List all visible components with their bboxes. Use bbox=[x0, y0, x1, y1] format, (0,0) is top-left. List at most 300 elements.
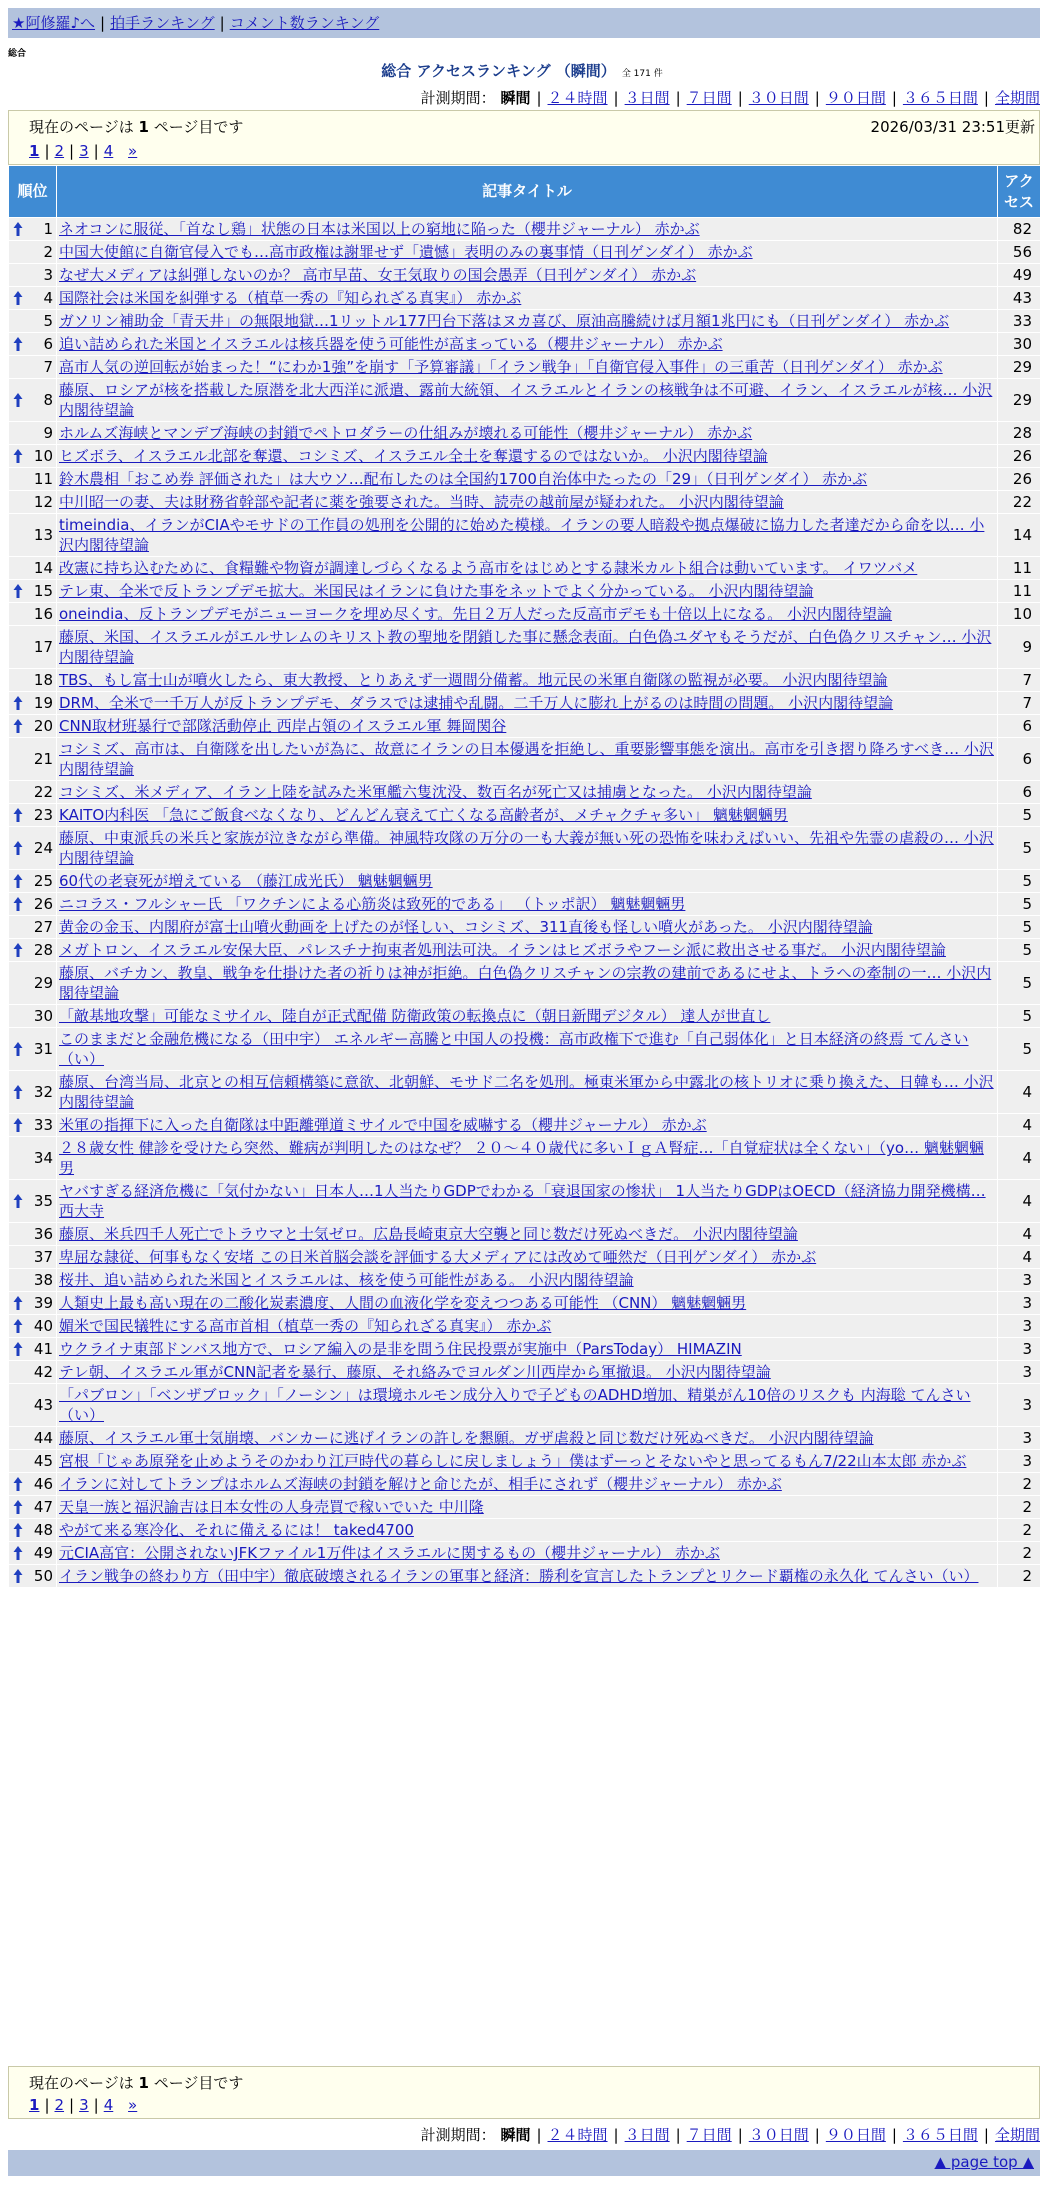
rank-up-arrow-icon bbox=[13, 896, 23, 912]
rank-cell bbox=[9, 1384, 57, 1427]
article-link[interactable]: 60代の老衰死が増えている （藤江成光氏） 魑魅魍魎男 bbox=[59, 872, 433, 890]
access-count: 43 bbox=[998, 287, 1041, 310]
page-2-link[interactable]: 2 bbox=[54, 2096, 65, 2114]
period-instant: 瞬間 bbox=[500, 89, 531, 107]
rank-cell bbox=[9, 356, 57, 379]
article-link[interactable]: 米軍の指揮下に入った自衛隊は中距離弾道ミサイルで中国を威嚇する（櫻井ジャーナル） 赤かぶ bbox=[59, 1116, 707, 1134]
rank-number: 12 bbox=[33, 493, 53, 511]
article-link[interactable]: 中川昭一の妻、夫は財務省幹部や記者に薬を強要された。当時、読売の越前屋が疑われた。 小沢内閣待望論 bbox=[59, 493, 784, 511]
rank-cell bbox=[9, 1269, 57, 1292]
rank-cell bbox=[9, 264, 57, 287]
title-cell bbox=[57, 1315, 998, 1338]
page-1-link[interactable]: 1 bbox=[29, 2096, 40, 2114]
access-count: 5 bbox=[998, 916, 1041, 939]
asyura-home-link[interactable]: ★阿修羅♪へ bbox=[12, 14, 96, 32]
rank-cell bbox=[9, 1519, 57, 1542]
article-link[interactable]: 人類史上最も高い現在の二酸化炭素濃度、人間の血液化学を変えつつある可能性 （CNN） 魑魅魍魎男 bbox=[59, 1294, 747, 1312]
title-cell bbox=[57, 1114, 998, 1137]
access-count: 33 bbox=[998, 310, 1041, 333]
access-count: 11 bbox=[998, 557, 1041, 580]
rank-cell bbox=[9, 916, 57, 939]
title-cell bbox=[57, 379, 998, 422]
article-link[interactable]: KAITO内科医 「急にご飯食べなくなり、どんどん衰えて亡くなる高齢者が、メチャクチャ多い」 魑魅魍魎男 bbox=[59, 806, 788, 824]
article-link[interactable]: 藤原、イスラエル軍士気崩壊、バンカーに逃げイランの許しを懇願。ガザ虐殺と同じ数だけ死ぬべきだ。 小沢内閣待望論 bbox=[59, 1429, 874, 1447]
total-count: 全 171 件 bbox=[621, 69, 663, 79]
access-header: アクセス bbox=[998, 166, 1041, 218]
page-title bbox=[0, 60, 1044, 81]
access-count: 2 bbox=[998, 1473, 1041, 1496]
rank-number: 45 bbox=[33, 1452, 53, 1470]
article-link[interactable]: 藤原、米国、イスラエルがエルサレムのキリスト教の聖地を閉鎖した事に懸念表面。白色偽ユダヤもそうだが、白色偽クリスチャン… 小沢内閣待望論 bbox=[59, 628, 992, 666]
access-count: 26 bbox=[998, 445, 1041, 468]
rank-cell bbox=[9, 1427, 57, 1450]
pager-bottom bbox=[8, 2066, 1040, 2119]
title-cell bbox=[57, 1223, 998, 1246]
rank-cell bbox=[9, 1315, 57, 1338]
title-cell bbox=[57, 1071, 998, 1114]
rank-up-arrow-icon bbox=[13, 1499, 23, 1515]
access-count: 4 bbox=[998, 1223, 1041, 1246]
period-30d-link[interactable]: ３０日間 bbox=[748, 89, 809, 107]
title-cell bbox=[57, 827, 998, 870]
table-row bbox=[9, 1223, 1041, 1246]
ranking-rows bbox=[9, 218, 1041, 1588]
rank-up-arrow-icon bbox=[13, 942, 23, 958]
table-row bbox=[9, 669, 1041, 692]
article-link[interactable]: 「敵基地攻撃」可能なミサイル、陸自が正式配備 防衛政策の転換点に（朝日新聞デジタル） 達人が世直し bbox=[59, 1007, 771, 1025]
table-row bbox=[9, 379, 1041, 422]
period-7d-link[interactable]: ７日間 bbox=[686, 89, 732, 107]
table-row bbox=[9, 603, 1041, 626]
table-row bbox=[9, 827, 1041, 870]
table-row bbox=[9, 1427, 1041, 1450]
article-link[interactable]: メガトロン、イスラエル安保大臣、パレスチナ拘束者処刑法可決。イランはヒズボラやフーシ派に救出させる事だ。 小沢内閣待望論 bbox=[59, 941, 946, 959]
access-count: 5 bbox=[998, 870, 1041, 893]
rank-number: 10 bbox=[33, 447, 53, 465]
rank-number: 26 bbox=[33, 895, 53, 913]
table-row bbox=[9, 1028, 1041, 1071]
table-row bbox=[9, 287, 1041, 310]
access-count: 4 bbox=[998, 1137, 1041, 1180]
rank-cell bbox=[9, 738, 57, 781]
access-count: 3 bbox=[998, 1269, 1041, 1292]
rank-cell bbox=[9, 333, 57, 356]
page-2-link[interactable]: 2 bbox=[54, 142, 65, 160]
article-link[interactable]: 宮根「じゃあ原発を止めようそのかわり江戸時代の暮らしに戻しましょう」僕はずーっとそないやと思ってるもん7/22山本太郎 赤かぶ bbox=[59, 1452, 967, 1470]
access-count: 11 bbox=[998, 580, 1041, 603]
rank-number: 44 bbox=[33, 1429, 53, 1447]
rank-up-arrow-icon bbox=[13, 583, 23, 599]
table-row bbox=[9, 1338, 1041, 1361]
access-count: 82 bbox=[998, 218, 1041, 241]
rank-cell bbox=[9, 491, 57, 514]
title-cell bbox=[57, 626, 998, 669]
article-link[interactable]: このままだと金融危機になる（田中宇） エネルギー高騰と中国人の投機：高市政権下で進む「自己弱体化」と日本経済の終焉 てんさい（い） bbox=[59, 1030, 969, 1068]
rank-up-arrow-icon bbox=[13, 290, 23, 306]
title-cell bbox=[57, 491, 998, 514]
rank-cell bbox=[9, 1114, 57, 1137]
rank-up-arrow-icon bbox=[13, 1117, 23, 1133]
rank-number: 7 bbox=[43, 358, 53, 376]
rank-cell bbox=[9, 1137, 57, 1180]
title-cell bbox=[57, 1427, 998, 1450]
title-cell bbox=[57, 557, 998, 580]
table-row bbox=[9, 1473, 1041, 1496]
table-row bbox=[9, 491, 1041, 514]
article-link[interactable]: ヒズボラ、イスラエル北部を奪還、コシミズ、イスラエル全土を奪還するのではないか。 小沢内閣待望論 bbox=[59, 447, 768, 465]
access-count: 5 bbox=[998, 939, 1041, 962]
rank-cell bbox=[9, 804, 57, 827]
rank-cell bbox=[9, 962, 57, 1005]
title-cell bbox=[57, 1137, 998, 1180]
page-3-link[interactable]: 3 bbox=[79, 142, 89, 160]
rank-cell bbox=[9, 1005, 57, 1028]
rank-cell bbox=[9, 1246, 57, 1269]
rank-number: 38 bbox=[33, 1271, 53, 1289]
ranking-title: 総合 アクセスランキング （瞬間） bbox=[381, 62, 616, 80]
title-cell bbox=[57, 1565, 998, 1588]
article-link[interactable]: 元CIA高官：公開されないJFKファイル1万件はイスラエルに関するもの（櫻井ジャーナル） 赤かぶ bbox=[59, 1544, 720, 1562]
table-row bbox=[9, 1496, 1041, 1519]
rank-number: 47 bbox=[33, 1498, 53, 1516]
rank-cell bbox=[9, 1028, 57, 1071]
article-link[interactable]: 高市人気の逆回転が始まった！“にわか1強”を崩す「予算審議」「イラン戦争」「自衛官侵入事件」の三重苦（日刊ゲンダイ） 赤かぶ bbox=[59, 358, 943, 376]
article-link[interactable]: 藤原、バチカン、教皇、戦争を仕掛けた者の祈りは神が拒絶。白色偽クリスチャンの宗教の建前であるにせよ、トラへの牽制の一… 小沢内閣待望論 bbox=[59, 964, 992, 1002]
updated-timestamp: 2026/03/31 23:51更新 bbox=[870, 118, 1035, 136]
title-cell bbox=[57, 1338, 998, 1361]
rank-number: 36 bbox=[33, 1225, 53, 1243]
period-24h-link[interactable]: ２４時間 bbox=[547, 89, 608, 107]
title-cell bbox=[57, 241, 998, 264]
rank-cell bbox=[9, 1496, 57, 1519]
pagination-bottom: 1 | 2 | 3 | 4 » bbox=[29, 2096, 138, 2114]
rank-number: 18 bbox=[33, 671, 53, 689]
article-link[interactable]: ネオコンに服従、「首なし鶏」状態の日本は米国以上の窮地に陥った（櫻井ジャーナル） 赤かぶ bbox=[59, 220, 700, 238]
article-link[interactable]: コシミズ、高市は、自衛隊を出したいが為に、故意にイランの日本優遇を拒絶し、重要影響事態を演出。高市を引き摺り降ろすべき… 小沢内閣待望論 bbox=[59, 740, 994, 778]
title-cell bbox=[57, 468, 998, 491]
article-link[interactable]: 黄金の金玉、内閣府が富士山噴火動画を上げたのが怪しい、コシミズ、311直後も怪しい噴火があった。 小沢内閣待望論 bbox=[59, 918, 873, 936]
rank-cell bbox=[9, 422, 57, 445]
rank-cell bbox=[9, 557, 57, 580]
access-count: 14 bbox=[998, 514, 1041, 557]
rank-number: 50 bbox=[33, 1567, 53, 1585]
title-cell bbox=[57, 218, 998, 241]
period-3d-link[interactable]: ３日間 bbox=[624, 89, 670, 107]
access-count: 6 bbox=[998, 715, 1041, 738]
rank-cell bbox=[9, 870, 57, 893]
article-link[interactable]: ニコラス・フルシャー氏 「ワクチンによる心筋炎は致死的である」 （トッポ訳） 魑魅魍魎男 bbox=[59, 895, 686, 913]
table-row bbox=[9, 692, 1041, 715]
rank-number: 32 bbox=[33, 1083, 53, 1101]
access-count: 3 bbox=[998, 1450, 1041, 1473]
comment-ranking-link[interactable]: コメント数ランキング bbox=[229, 14, 380, 32]
rank-number: 1 bbox=[43, 220, 53, 238]
rank-number: 30 bbox=[33, 1007, 53, 1025]
title-cell bbox=[57, 1246, 998, 1269]
table-row bbox=[9, 1565, 1041, 1588]
pager-top bbox=[8, 110, 1040, 165]
rank-number: 25 bbox=[33, 872, 53, 890]
article-link[interactable]: DRM、全米で一千万人が反トランプデモ、ダラスでは逮捕や乱闘。二千万人に膨れ上がるのは時間の問題。 小沢内閣待望論 bbox=[59, 694, 894, 712]
access-count: 5 bbox=[998, 1005, 1041, 1028]
next-page-link[interactable]: » bbox=[128, 142, 138, 160]
article-link[interactable]: 追い詰められた米国とイスラエルは核兵器を使う可能性が高まっている（櫻井ジャーナル） 赤かぶ bbox=[59, 335, 723, 353]
rank-number: 33 bbox=[33, 1116, 53, 1134]
title-cell bbox=[57, 422, 998, 445]
rank-up-arrow-icon bbox=[13, 840, 23, 856]
table-row bbox=[9, 333, 1041, 356]
period-3d-link[interactable]: ３日間 bbox=[624, 2126, 670, 2144]
table-row bbox=[9, 218, 1041, 241]
article-link[interactable]: やがて来る寒冷化、それに備えるには！ taked4700 bbox=[59, 1521, 414, 1539]
table-row bbox=[9, 1315, 1041, 1338]
table-row bbox=[9, 557, 1041, 580]
access-count: 22 bbox=[998, 491, 1041, 514]
rank-number: 34 bbox=[33, 1149, 53, 1167]
access-count: 3 bbox=[998, 1361, 1041, 1384]
article-link[interactable]: 藤原、台湾当局、北京との相互信頼構築に意欲、北朝鮮、モサド二名を処刑。極東米軍から中露北の核トリオに乗り換えた、日韓も… 小沢内閣待望論 bbox=[59, 1073, 994, 1111]
rank-cell bbox=[9, 1292, 57, 1315]
rank-up-arrow-icon bbox=[13, 873, 23, 889]
rank-cell bbox=[9, 1450, 57, 1473]
rank-up-arrow-icon bbox=[13, 1522, 23, 1538]
article-link[interactable]: 改憲に持ち込むために、食糧難や物資が調達しづらくなるよう高市をはじめとする隷米カルト組合は動いています。 イワツバメ bbox=[59, 559, 918, 577]
article-link[interactable]: 中国大使館に自衛官侵入でも…高市政権は謝罪せず「遺憾」表明のみの裏事情（日刊ゲンダイ） 赤かぶ bbox=[59, 243, 753, 261]
article-link[interactable]: CNN取材班暴行で部隊活動停止 西岸占領のイスラエル軍 舞岡関谷 bbox=[59, 717, 507, 735]
access-count: 5 bbox=[998, 827, 1041, 870]
title-cell bbox=[57, 804, 998, 827]
access-count: 2 bbox=[998, 1496, 1041, 1519]
table-row bbox=[9, 1114, 1041, 1137]
table-row bbox=[9, 445, 1041, 468]
table-row bbox=[9, 422, 1041, 445]
rank-cell bbox=[9, 939, 57, 962]
rank-cell bbox=[9, 1473, 57, 1496]
period-365d-link[interactable]: ３６５日間 bbox=[902, 2126, 978, 2144]
access-count: 3 bbox=[998, 1292, 1041, 1315]
table-row bbox=[9, 310, 1041, 333]
title-cell bbox=[57, 287, 998, 310]
rank-cell bbox=[9, 715, 57, 738]
page-top-link[interactable]: ▲ page top ▲ bbox=[934, 2153, 1034, 2171]
article-link[interactable]: イラン戦争の終わり方（田中宇）徹底破壊されるイランの軍事と経済：勝利を宣言したトランプとリクード覇権の永久化 てんさい（い） bbox=[59, 1567, 979, 1585]
period-instant: 瞬間 bbox=[500, 2126, 531, 2144]
article-link[interactable]: 鈴木農相「おこめ券 評価された」は大ウソ…配布したのは全国約1700自治体中たったの「29」（日刊ゲンダイ） 赤かぶ bbox=[59, 470, 868, 488]
article-link[interactable]: 藤原、米兵四千人死亡でトラウマと士気ゼロ。広島長崎東京大空襲と同じ数だけ死ぬべきだ。 小沢内閣待望論 bbox=[59, 1225, 798, 1243]
table-row bbox=[9, 1246, 1041, 1269]
rank-number: 19 bbox=[33, 694, 53, 712]
title-cell bbox=[57, 1269, 998, 1292]
rank-cell bbox=[9, 603, 57, 626]
article-link[interactable]: ホルムズ海峡とマンデブ海峡の封鎖でペトロダラーの仕組みが壊れる可能性（櫻井ジャーナル） 赤かぶ bbox=[59, 424, 753, 442]
pagination: 1 | 2 | 3 | 4 » bbox=[29, 142, 138, 160]
page-4-link[interactable]: 4 bbox=[103, 142, 114, 160]
article-link[interactable]: なぜ大メディアは糾弾しないのか？ 高市早苗、女王気取りの国会愚弄（日刊ゲンダイ） 赤かぶ bbox=[59, 266, 697, 284]
title-cell bbox=[57, 692, 998, 715]
title-cell bbox=[57, 1496, 998, 1519]
rank-up-arrow-icon bbox=[13, 807, 23, 823]
category-label: 総合 bbox=[8, 49, 27, 59]
rank-number: 8 bbox=[43, 391, 53, 409]
article-link[interactable]: コシミズ、米メディア、イラン上陸を試みた米軍艦六隻沈没、数百名が死亡又は捕虜となった。 小沢内閣待望論 bbox=[59, 783, 812, 801]
access-count: 7 bbox=[998, 669, 1041, 692]
access-count: 28 bbox=[998, 422, 1041, 445]
rank-cell bbox=[9, 445, 57, 468]
period-all-link[interactable]: 全期間 bbox=[994, 89, 1040, 107]
clap-ranking-link[interactable]: 拍手ランキング bbox=[110, 14, 215, 32]
table-row bbox=[9, 1519, 1041, 1542]
period-selector-top: 計測期間： 瞬間 | ２４時間 | ３日間 | ７日間 | ３０日間 | ９０日間 | ３６５日間 | 全期間 bbox=[420, 89, 1040, 107]
rank-up-arrow-icon bbox=[13, 1476, 23, 1492]
period-24h-link[interactable]: ２４時間 bbox=[547, 2126, 608, 2144]
rank-number: 6 bbox=[43, 335, 53, 353]
period-90d-link[interactable]: ９０日間 bbox=[825, 89, 886, 107]
rank-up-arrow-icon bbox=[13, 448, 23, 464]
rank-number: 2 bbox=[43, 243, 53, 261]
rank-header: 順位 bbox=[9, 166, 57, 218]
title-cell bbox=[57, 715, 998, 738]
table-row bbox=[9, 804, 1041, 827]
footer-bar bbox=[8, 2150, 1040, 2176]
rank-up-arrow-icon bbox=[13, 718, 23, 734]
rank-cell bbox=[9, 1542, 57, 1565]
rank-number: 43 bbox=[33, 1396, 53, 1414]
access-count: 56 bbox=[998, 241, 1041, 264]
top-nav-bar: ★阿修羅♪へ | 拍手ランキング | コメント数ランキング bbox=[8, 8, 1040, 38]
title-cell bbox=[57, 870, 998, 893]
article-link[interactable]: テレ東、全米で反トランプデモ拡大。米国民はイランに負けた事をネットでよく分かっている。 小沢内閣待望論 bbox=[59, 582, 814, 600]
rank-number: 28 bbox=[33, 941, 53, 959]
access-count: 2 bbox=[998, 1565, 1041, 1588]
table-row bbox=[9, 626, 1041, 669]
page-4-link[interactable]: 4 bbox=[103, 2096, 114, 2114]
article-link[interactable]: 媚米で国民犠牲にする高市首相（植草一秀の『知られざる真実』） 赤かぶ bbox=[59, 1317, 552, 1335]
table-row bbox=[9, 893, 1041, 916]
rank-number: 40 bbox=[33, 1317, 53, 1335]
rank-number: 3 bbox=[43, 266, 53, 284]
period-365d-link[interactable]: ３６５日間 bbox=[902, 89, 978, 107]
article-link[interactable]: oneindia、反トランプデモがニューヨークを埋め尽くす。先日２万人だった反高市デモも十倍以上になる。 小沢内閣待望論 bbox=[59, 605, 893, 623]
title-cell bbox=[57, 1028, 998, 1071]
table-row bbox=[9, 781, 1041, 804]
article-link[interactable]: TBS、もし富士山が噴火したら、東大教授、とりあえず一週間分備蓄。地元民の米軍自衛隊の監視が必要。 小沢内閣待望論 bbox=[59, 671, 888, 689]
title-cell bbox=[57, 893, 998, 916]
table-row bbox=[9, 715, 1041, 738]
access-count: 3 bbox=[998, 1427, 1041, 1450]
rank-up-arrow-icon bbox=[13, 1084, 23, 1100]
rank-up-arrow-icon bbox=[13, 1041, 23, 1057]
access-count: 4 bbox=[998, 1246, 1041, 1269]
title-cell bbox=[57, 1005, 998, 1028]
access-count: 29 bbox=[998, 379, 1041, 422]
table-row bbox=[9, 580, 1041, 603]
rank-number: 16 bbox=[33, 605, 53, 623]
rank-number: 27 bbox=[33, 918, 53, 936]
rank-cell bbox=[9, 1338, 57, 1361]
article-link[interactable]: イランに対してトランプはホルムズ海峡の封鎖を解けと命じたが、相手にされず（櫻井ジャーナル） 赤かぶ bbox=[59, 1475, 782, 1493]
table-row bbox=[9, 1450, 1041, 1473]
rank-number: 14 bbox=[33, 559, 53, 577]
title-cell bbox=[57, 264, 998, 287]
table-header-row bbox=[9, 166, 1041, 218]
article-link[interactable]: timeindia、イランがCIAやモサドの工作員の処刑を公開的に始めた模様。イランの要人暗殺や拠点爆破に協力した者達だから命を以… 小沢内閣待望論 bbox=[59, 516, 985, 554]
access-count: 3 bbox=[998, 1315, 1041, 1338]
period-selector-bottom: 計測期間： 瞬間 | ２４時間 | ３日間 | ７日間 | ３０日間 | ９０日間 | ３６５日間 | 全期間 bbox=[420, 2126, 1040, 2144]
access-count: 3 bbox=[998, 1384, 1041, 1427]
page-1-link[interactable]: 1 bbox=[29, 142, 40, 160]
title-cell bbox=[57, 669, 998, 692]
rank-up-arrow-icon bbox=[13, 392, 23, 408]
title-cell bbox=[57, 1384, 998, 1427]
rank-up-arrow-icon bbox=[13, 1295, 23, 1311]
article-link[interactable]: 卑屈な隷従、何事もなく安堵 この日米首脳会談を評価する大メディアには改めて唖然だ（日刊ゲンダイ） 赤かぶ bbox=[59, 1248, 817, 1266]
article-link[interactable]: ウクライナ東部ドンバス地方で、ロシア編入の是非を問う住民投票が実施中（ParsToday） HIMAZIN bbox=[59, 1340, 742, 1358]
period-7d-link[interactable]: ７日間 bbox=[686, 2126, 732, 2144]
rank-number: 42 bbox=[33, 1363, 53, 1381]
rank-number: 48 bbox=[33, 1521, 53, 1539]
title-cell bbox=[57, 916, 998, 939]
title-cell bbox=[57, 939, 998, 962]
article-link[interactable]: 「パブロン」「ベンザブロック」「ノーシン」は環境ホルモン成分入りで子どものADHD増加、精巣がん10倍のリスクも 内海聡 てんさい（い） bbox=[59, 1386, 971, 1424]
period-90d-link[interactable]: ９０日間 bbox=[825, 2126, 886, 2144]
table-row bbox=[9, 916, 1041, 939]
rank-number: 13 bbox=[33, 526, 53, 544]
rank-cell bbox=[9, 827, 57, 870]
access-count: 49 bbox=[998, 264, 1041, 287]
article-link[interactable]: ２８歳女性 健診を受けたら突然、難病が判明したのはなぜ？ ２０～４０歳代に多いＩｇＡ腎症…「自覚症状は全くない」（yo… 魑魅魍魎男 bbox=[59, 1139, 984, 1177]
period-30d-link[interactable]: ３０日間 bbox=[748, 2126, 809, 2144]
article-link[interactable]: 藤原、中東派兵の米兵と家族が泣きながら準備。神風特攻隊の万分の一も大義が無い死の恐怖を味わえばいい、先祖や先霊の虐殺の… 小沢内閣待望論 bbox=[59, 829, 994, 867]
article-link[interactable]: テレ朝、イスラエル軍がCNN記者を暴行、藤原、それ絡みでヨルダン川西岸から軍撤退。 小沢内閣待望論 bbox=[59, 1363, 771, 1381]
article-link[interactable]: 国際社会は米国を糾弾する（植草一秀の『知られざる真実』） 赤かぶ bbox=[59, 289, 522, 307]
access-count: 5 bbox=[998, 962, 1041, 1005]
rank-number: 41 bbox=[33, 1340, 53, 1358]
rank-cell bbox=[9, 1180, 57, 1223]
article-link[interactable]: 桜井、追い詰められた米国とイスラエルは、核を使う可能性がある。 小沢内閣待望論 bbox=[59, 1271, 634, 1289]
next-page-link[interactable]: » bbox=[128, 2096, 138, 2114]
period-label: 計測期間： bbox=[420, 89, 496, 107]
access-count: 7 bbox=[998, 692, 1041, 715]
article-link[interactable]: 藤原、ロシアが核を搭載した原潜を北大西洋に派遣、露前大統領、イスラエルとイランの核戦争は不可避、イラン、イスラエルが核… 小沢内閣待望論 bbox=[59, 381, 993, 419]
table-row bbox=[9, 1137, 1041, 1180]
access-count: 4 bbox=[998, 1071, 1041, 1114]
rank-cell bbox=[9, 514, 57, 557]
page-3-link[interactable]: 3 bbox=[79, 2096, 89, 2114]
period-all-link[interactable]: 全期間 bbox=[994, 2126, 1040, 2144]
rank-number: 15 bbox=[33, 582, 53, 600]
rank-cell bbox=[9, 1565, 57, 1588]
rank-number: 11 bbox=[33, 470, 53, 488]
rank-cell bbox=[9, 1223, 57, 1246]
rank-number: 17 bbox=[33, 638, 53, 656]
article-link[interactable]: 天皇一族と福沢諭吉は日本女性の人身売買で稼いでいた 中川隆 bbox=[59, 1498, 484, 1516]
article-link[interactable]: ガソリン補助金「青天井」の無限地獄…1リットル177円台下落はヌカ喜び、原油高騰続けば月額1兆円にも（日刊ゲンダイ） 赤かぶ bbox=[59, 312, 950, 330]
article-link[interactable]: ヤバすぎる経済危機に「気付かない」日本人…1人当たりGDPでわかる「衰退国家の惨状」 1人当たりGDPはOECD（経済協力開発機構… 西大寺 bbox=[59, 1182, 986, 1220]
rank-up-arrow-icon bbox=[13, 1318, 23, 1334]
rank-number: 31 bbox=[33, 1040, 53, 1058]
access-count: 4 bbox=[998, 1114, 1041, 1137]
table-row bbox=[9, 1269, 1041, 1292]
table-row bbox=[9, 939, 1041, 962]
rank-number: 5 bbox=[43, 312, 53, 330]
rank-up-arrow-icon bbox=[13, 1568, 23, 1584]
table-row bbox=[9, 1542, 1041, 1565]
access-count: 2 bbox=[998, 1519, 1041, 1542]
table-row bbox=[9, 870, 1041, 893]
rank-number: 20 bbox=[33, 717, 53, 735]
title-cell bbox=[57, 603, 998, 626]
rank-up-arrow-icon bbox=[13, 221, 23, 237]
